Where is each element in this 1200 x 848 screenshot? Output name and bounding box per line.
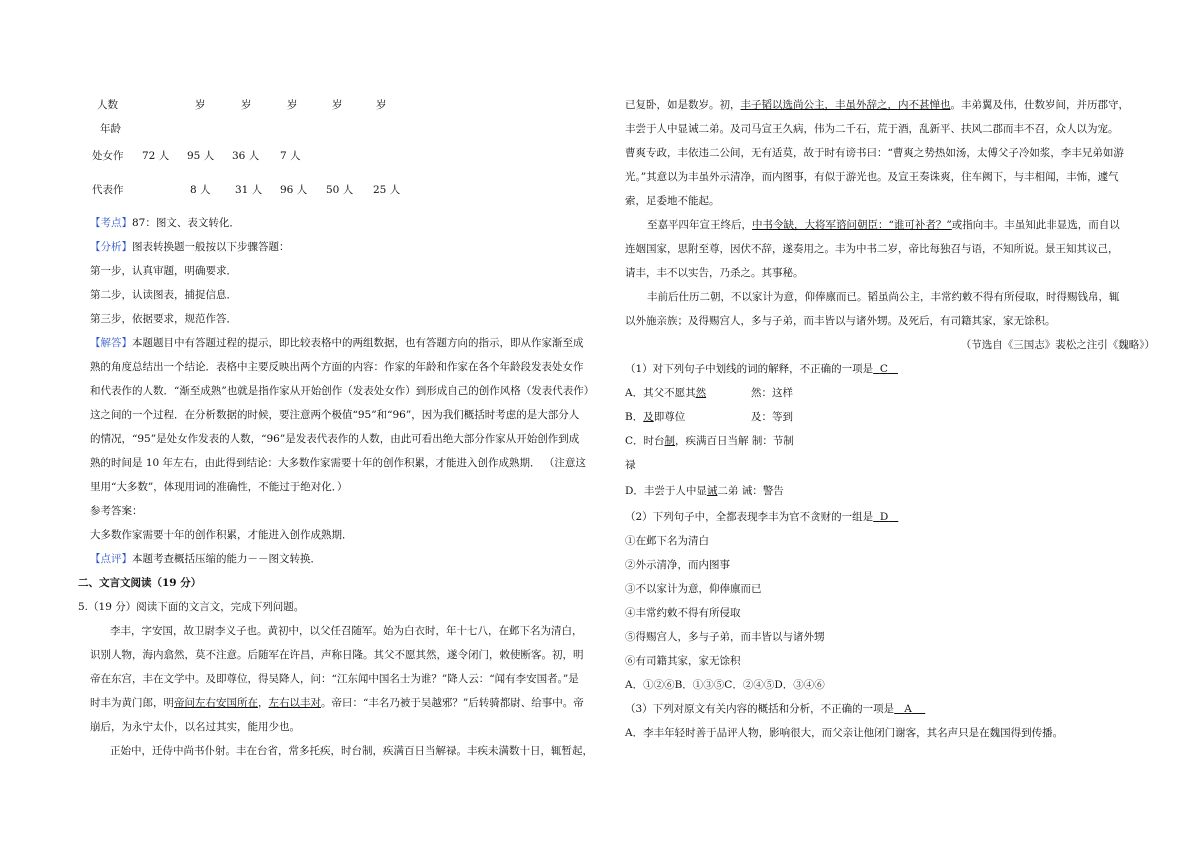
table-cell: 36 人 (232, 150, 260, 162)
option-text: 即尊位 (653, 411, 686, 423)
reference-answer: 大多数作家需要十年的创作积累，才能进入创作成熟期． (90, 529, 353, 541)
jieda-line (90, 336, 584, 350)
option-d (625, 484, 784, 498)
fenxi-tag: 【分析】 (90, 241, 132, 253)
option-text: 二弟 诫：警告 (717, 485, 784, 497)
answer-value: C (879, 363, 888, 375)
passage-text: 。丰弟翼及伟，仕数岁间，并历郡守， (950, 99, 1129, 111)
question-2 (625, 510, 898, 524)
table-cell: 72 人 (142, 150, 170, 162)
passage-line: 丰尝于人中显诫二弟。及司马宣王久病，伟为二千石，荒于酒，乱新平、扶风二郡而丰不召，众人以为宠。 (625, 123, 1119, 135)
underlined-phrase: 中书令缺，大将军谘问朝臣：“谁可补者？” (752, 219, 952, 231)
step-3: 第三步，依据要求，规范作答． (90, 313, 237, 325)
choice-item: ②外示清净，而内图事 (625, 559, 730, 571)
dianping-line (90, 552, 321, 566)
passage-text: 时丰为黄门郎，明 (90, 697, 174, 709)
question-1 (625, 362, 898, 376)
passage-line: 曹爽专政，丰依违二公间，无有适莫，故于时有谤书曰：“曹爽之势热如汤，太傅父子冷如浆，李丰兄弟如游 (625, 147, 1124, 159)
table-cell: 8 人 (190, 184, 211, 196)
table-age-unit: 岁 (241, 99, 252, 111)
passage-line (625, 98, 1129, 112)
step-2: 第二步，认读图表，捕捉信息． (90, 289, 237, 301)
underlined-word: 制 (664, 435, 676, 447)
passage-line: 请丰，丰不以实告，乃杀之。其事秘。 (625, 267, 804, 279)
passage-text: 。帝曰：“丰名乃被于吴越邪？”后转骑都尉、给事中。帝 (321, 697, 584, 709)
question-text: （3）下列对原文有关内容的概括和分析，不正确的一项是 (625, 703, 895, 715)
passage-line: 丰前后仕历二朝，不以家计为意，仰俸廪而已。韬虽尚公主，丰常约敕不得有所侵取，时得赐钱帛，辄 (647, 291, 1120, 303)
table-header-age: 年龄 (100, 123, 121, 135)
choice-item: ①在邺下名为清白 (625, 535, 709, 547)
jieda-text: 熟的时间是 10 年左右，由此得到结论：大多数作家需要十年的创作积累，才能进入创作成熟期． （注意这 (90, 457, 586, 469)
option-text: ，疾满百日当解 制：节制 (675, 435, 794, 447)
passage-text: 或指向丰。丰虽知此非显选，而自以 (951, 219, 1120, 231)
jieda-text: 和代表作的人数．“渐至成熟”也就是指作家从开始创作（发表处女作）到形成自己的创作风格（发表代表作） (90, 385, 595, 397)
question-2-choices: A．①②⑥B．①③⑤C．②④⑤D．③④⑥ (625, 679, 825, 691)
passage-line: 光。”其意以为丰虽外示清净，而内图事，有似于游光也。及宣王奏诛爽，住车阙下，与丰相闻，丰怖，遽气 (625, 171, 1119, 183)
choice-item: ⑤得赐宫人，多与子弟，而丰皆以与诸外甥 (625, 631, 825, 643)
question-5-intro: 5.（19 分）阅读下面的文言文，完成下列问题。 (78, 601, 305, 613)
dianping-text: 本题考查概括压缩的能力－－图文转换． (132, 553, 321, 565)
jieda-text: 里用“大多数”，体现用词的准确性，不能过于绝对化．） (90, 481, 348, 493)
reference-label: 参考答案： (90, 505, 143, 517)
passage-text: 至嘉平四年宣王终后， (647, 219, 752, 231)
jieda-text: 熟的角度总结出一个结论．表格中主要反映出两个方面的内容：作家的年龄和作家在各个年龄段发表处女作 (90, 361, 584, 373)
answer-blank (873, 363, 898, 375)
table-row-label: 代表作 (92, 184, 124, 196)
question-text: （2）下列句子中，全都表现李丰为官不贪财的一组是 (625, 511, 874, 523)
jieda-text: 本题题目中有答题过程的提示，即比较表格中的两组数据，也有答题方向的指示，即从作家渐至成 (132, 337, 584, 349)
jieda-tag: 【解答】 (90, 337, 132, 349)
question-3-option-a: A．李丰年轻时善于品评人物，影响很大，而父亲让他闭门谢客，其名声只是在魏国得到传播。 (625, 727, 1064, 739)
jieda-text: 这之间的一个过程．在分析数据的时候，要注意两个极值“95”和“96”，因为我们概括时考虑的是大部分人 (90, 409, 580, 421)
passage-line: 索，足委地不能起。 (625, 195, 720, 207)
table-cell: 31 人 (235, 184, 263, 196)
option-b (625, 410, 685, 424)
table-row-label: 处女作 (92, 150, 124, 162)
table-age-unit: 岁 (195, 99, 206, 111)
passage-line: 崩后，为永宁太仆，以名过其实，能用少也。 (90, 721, 300, 733)
table-header-people: 人数 (97, 99, 118, 111)
source-citation: （节选自《三国志》裴松之注引《魏略》） (960, 339, 1155, 351)
question-text: （1）对下列句子中划线的词的解释，不正确的一项是 (625, 363, 874, 375)
choice-item: ③不以家计为意，仰俸廪而已 (625, 583, 762, 595)
underlined-phrase: 左右以丰对 (268, 697, 321, 709)
option-c (625, 434, 794, 448)
fenxi-line (90, 240, 290, 254)
underlined-word: 诫 (706, 485, 718, 497)
passage-text: ， (258, 697, 269, 709)
option-b-definition: 及：等到 (751, 411, 793, 423)
table-age-unit: 岁 (376, 99, 387, 111)
underlined-word: 及 (643, 411, 654, 423)
table-age-unit: 岁 (332, 99, 343, 111)
option-a (625, 386, 706, 400)
passage-line: 李丰，字安国，故卫尉李义子也。黄初中，以父任召随军。始为白衣时，年十七八，在邺下名为清白， (110, 625, 583, 637)
jieda-text: 的情况，“95”是处女作发表的人数，“96”是发表代表作的人数，由此可看出绝大部分作家从开始创作到成 (90, 433, 580, 445)
answer-value: A (904, 703, 912, 715)
table-cell: 7 人 (280, 150, 301, 162)
table-cell: 95 人 (187, 150, 215, 162)
passage-line: 连姻国家，思附至尊，因伏不辞，遂奏用之。丰为中书二岁，帝比每独召与语，不知所说。景王知其议己， (625, 243, 1119, 255)
passage-text: 已复卧，如是数岁。初， (625, 99, 741, 111)
option-text: B． (625, 411, 644, 423)
question-3 (625, 702, 925, 716)
answer-value: D (879, 511, 889, 523)
kaodian-tag: 【考点】 (90, 217, 132, 229)
table-cell: 96 人 (280, 184, 308, 196)
kaodian-text: 87：图文、表文转化． (132, 217, 240, 229)
passage-line: 帝在东宫，丰在文学中。及即尊位，得吴降人，问：“江东闻中国名士为谁？”降人云：“闻有李安国者。”是 (90, 673, 579, 685)
fenxi-text: 图表转换题一般按以下步骤答题： (132, 241, 290, 253)
passage-line (90, 696, 584, 710)
passage-line: 识别人物，海内翕然，莫不注意。后随军在许昌，声称日隆。其父不愿其然，遂令闭门，敕使断客。初，明 (90, 649, 584, 661)
option-text: D．丰尝于人中显 (625, 485, 707, 497)
kaodian-line (90, 216, 240, 230)
option-text: A．其父不愿其 (625, 387, 696, 399)
underlined-phrase: 帝问左右安国所在 (174, 697, 258, 709)
table-age-unit: 岁 (287, 99, 298, 111)
section-title: 二、文言文阅读（19 分） (78, 577, 202, 589)
dianping-tag: 【点评】 (90, 553, 132, 565)
underlined-word: 然 (695, 387, 707, 399)
option-text: C．时台 (625, 435, 665, 447)
step-1: 第一步，认真审题，明确要求． (90, 265, 237, 277)
table-cell: 50 人 (326, 184, 354, 196)
option-c-wrap: 禄 (625, 459, 636, 471)
underlined-phrase: 丰子韬以选尚公主，丰虽外辞之，内不甚惮也 (740, 99, 951, 111)
choice-item: ⑥有司籍其家，家无馀积 (625, 655, 741, 667)
answer-blank (873, 511, 898, 523)
passage-line: 正始中，迁侍中尚书仆射。丰在台省，常多托疾，时台制，疾满百日当解禄。丰疾未满数十日，辄暂起， (110, 745, 593, 757)
passage-line (647, 218, 1120, 232)
option-a-definition: 然：这样 (751, 387, 793, 399)
table-cell: 25 人 (373, 184, 401, 196)
answer-blank (894, 703, 925, 715)
passage-line: 以外施亲族；及得赐宫人，多与子弟，而丰皆以与诸外甥。及死后，有司籍其家，家无馀积。 (625, 315, 1056, 327)
choice-item: ④丰常约敕不得有所侵取 (625, 607, 741, 619)
